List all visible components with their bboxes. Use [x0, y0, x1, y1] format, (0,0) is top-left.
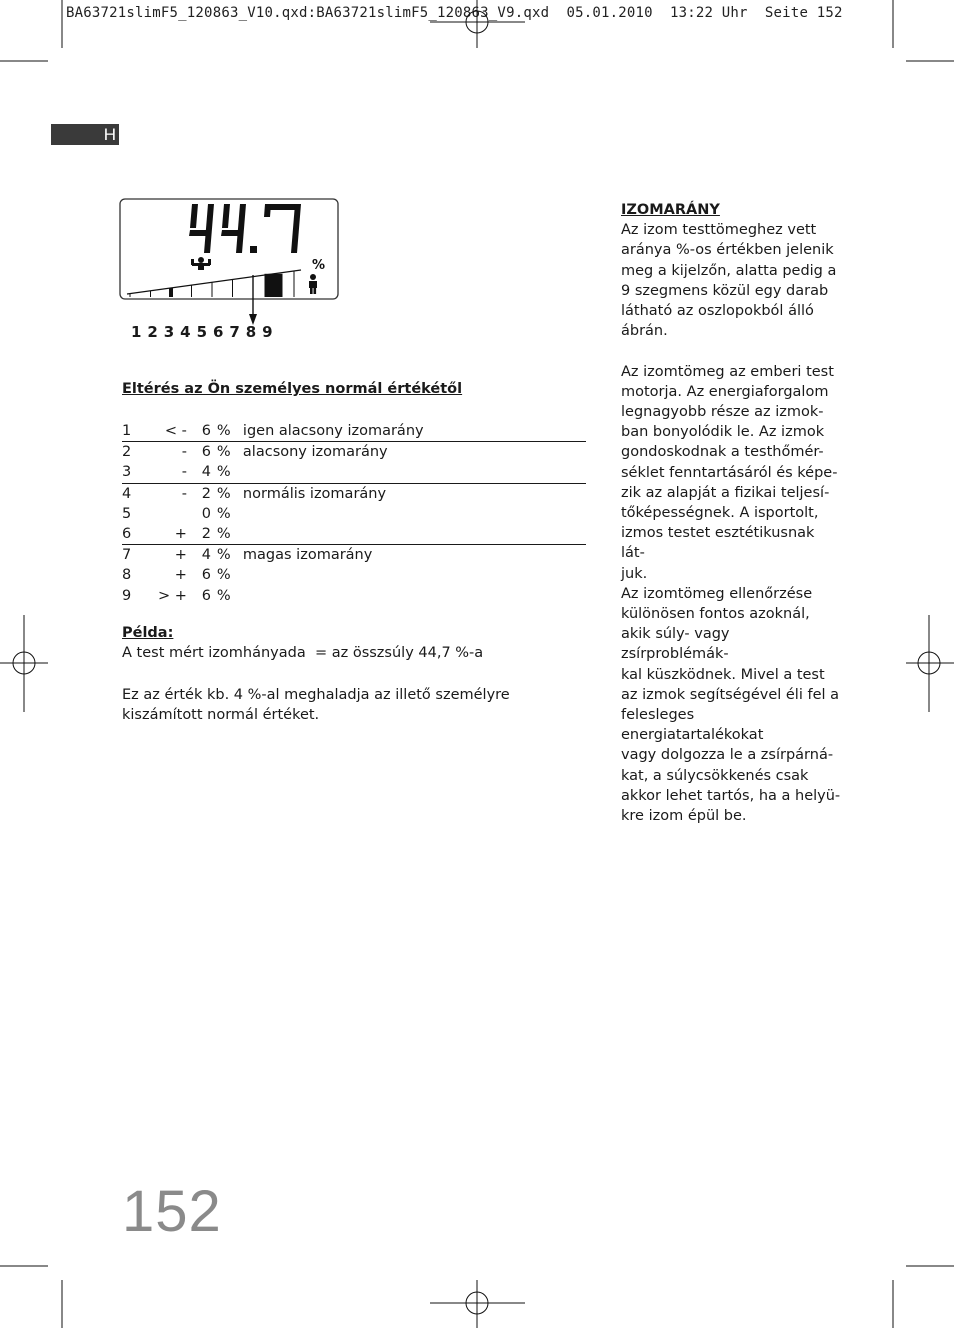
cell-val: 4	[201, 547, 211, 564]
cell-label	[243, 524, 586, 545]
cell-pct: %	[216, 485, 231, 502]
cell-n: 9	[122, 587, 132, 604]
cell-label: alacsony izomarány	[242, 444, 388, 461]
table-row	[122, 483, 586, 504]
section-heading: IZOMARÁNY	[621, 202, 720, 218]
cell-val: 6	[201, 587, 211, 604]
cell-n: 2	[122, 444, 132, 461]
cell-sign: +	[174, 547, 187, 564]
table-row	[122, 462, 586, 483]
table-row	[122, 442, 586, 463]
segment-number: 5	[196, 323, 207, 341]
segment-number: 4	[180, 323, 191, 341]
page-number: 152	[122, 1179, 222, 1244]
cell-sign: -	[181, 444, 187, 461]
segment-number: 8	[245, 323, 257, 341]
table-row	[122, 565, 586, 585]
cell-sign: -	[158, 462, 191, 483]
cell-pct: %	[216, 444, 231, 461]
cell-n: 8	[122, 567, 132, 584]
segment-number: 1	[131, 323, 142, 341]
cell-n: 4	[122, 485, 132, 502]
cell-pct: %	[217, 524, 243, 545]
cell-n: 1	[122, 421, 158, 442]
paragraph-2: Az izomtömeg az emberi test motorja. Az energiaforgalom legnagyobb része az izmok- ban bonyolódik le. Az izmok gondoskodnak a testhőmér- séklet fenntartásáról és képe- zik az alapját a fizikai teljesí- tőképességnek. A isportolt, izmos testet esztétikusnak lát- juk.	[621, 363, 838, 582]
cell-label	[243, 462, 586, 483]
language-tab: H	[51, 124, 119, 145]
cell-pct: %	[216, 587, 231, 604]
table-row	[122, 504, 586, 524]
cell-sign: > +	[158, 587, 187, 604]
table-row	[122, 421, 586, 442]
segment-number: 6	[212, 323, 224, 341]
segment-number: 7	[229, 323, 240, 341]
cell-n: 3	[122, 462, 158, 483]
cell-pct: %	[216, 567, 231, 584]
segment-bar	[169, 288, 173, 297]
cell-val: 6	[201, 444, 211, 461]
cell-sign: +	[174, 567, 187, 584]
cell-pct: %	[216, 505, 231, 522]
cell-pct: %	[216, 547, 231, 564]
cell-n: 5	[122, 505, 132, 522]
table-row	[122, 545, 586, 566]
segment-number: 3	[163, 323, 175, 341]
cell-sign: -	[181, 485, 187, 502]
right-column	[621, 200, 841, 826]
segment-number: 2	[147, 323, 158, 341]
example-line: A test mért izomhányada = az összsúly 44,7 %-a	[122, 645, 484, 661]
cell-pct: %	[217, 462, 243, 483]
lcd-unit: %	[312, 258, 326, 273]
cell-val: 2	[191, 524, 217, 545]
cell-val: 2	[201, 485, 211, 502]
cell-sign: < -	[158, 421, 191, 442]
cell-pct: %	[217, 421, 243, 442]
cell-val: 6	[191, 421, 217, 442]
segment-number: 9	[262, 323, 273, 341]
example-heading: Példa:	[122, 625, 174, 641]
print-slug: BA63721slimF5_120863_V10.qxd:BA63721slimF5_120863_V9.qxd 05.01.2010 13:22 Uhr Seite 152	[66, 5, 843, 21]
deviation-table	[122, 421, 586, 606]
segment-number-scale	[131, 323, 281, 341]
cell-val: 0	[201, 505, 211, 522]
cell-label	[243, 586, 586, 606]
cell-label: normális izomarány	[242, 485, 387, 502]
cell-label	[243, 565, 586, 585]
paragraph-3: Az izomtömeg ellenőrzése különösen fontos azoknál, akik súly- vagy zsírproblémák- kal küszködnek. Mivel a test az izmok segítségével éli fel a felesleges energiatartalékokat vagy dolgozza le a zsírpárná- kat, a súlycsökkenés csak akkor lehet tartós, ha a helyü- kre izom épül be.	[621, 585, 841, 825]
cell-label: igen alacsony izomarány	[243, 421, 586, 442]
table-row	[122, 586, 586, 606]
cell-n: 6	[122, 524, 158, 545]
example-note: Ez az érték kb. 4 %-al meghaladja az illető személyre kiszámított normál értéket.	[122, 687, 510, 724]
cell-val: 6	[201, 567, 211, 584]
cell-sign: +	[158, 524, 191, 545]
deviation-heading: Eltérés az Ön személyes normál értékétől	[122, 381, 463, 397]
cell-label	[243, 504, 586, 524]
table-row	[122, 524, 586, 545]
cell-val: 4	[191, 462, 217, 483]
paragraph-1: Az izom testtömeghez vett aránya %-os értékben jelenik meg a kijelzőn, alatta pedig a 9 szegmens közül egy darab látható az oszlopokból álló ábrán.	[621, 222, 837, 340]
segment-bar-active	[265, 274, 283, 297]
cell-label: magas izomarány	[242, 547, 373, 564]
cell-sign	[158, 504, 191, 524]
cell-n: 7	[122, 547, 132, 564]
